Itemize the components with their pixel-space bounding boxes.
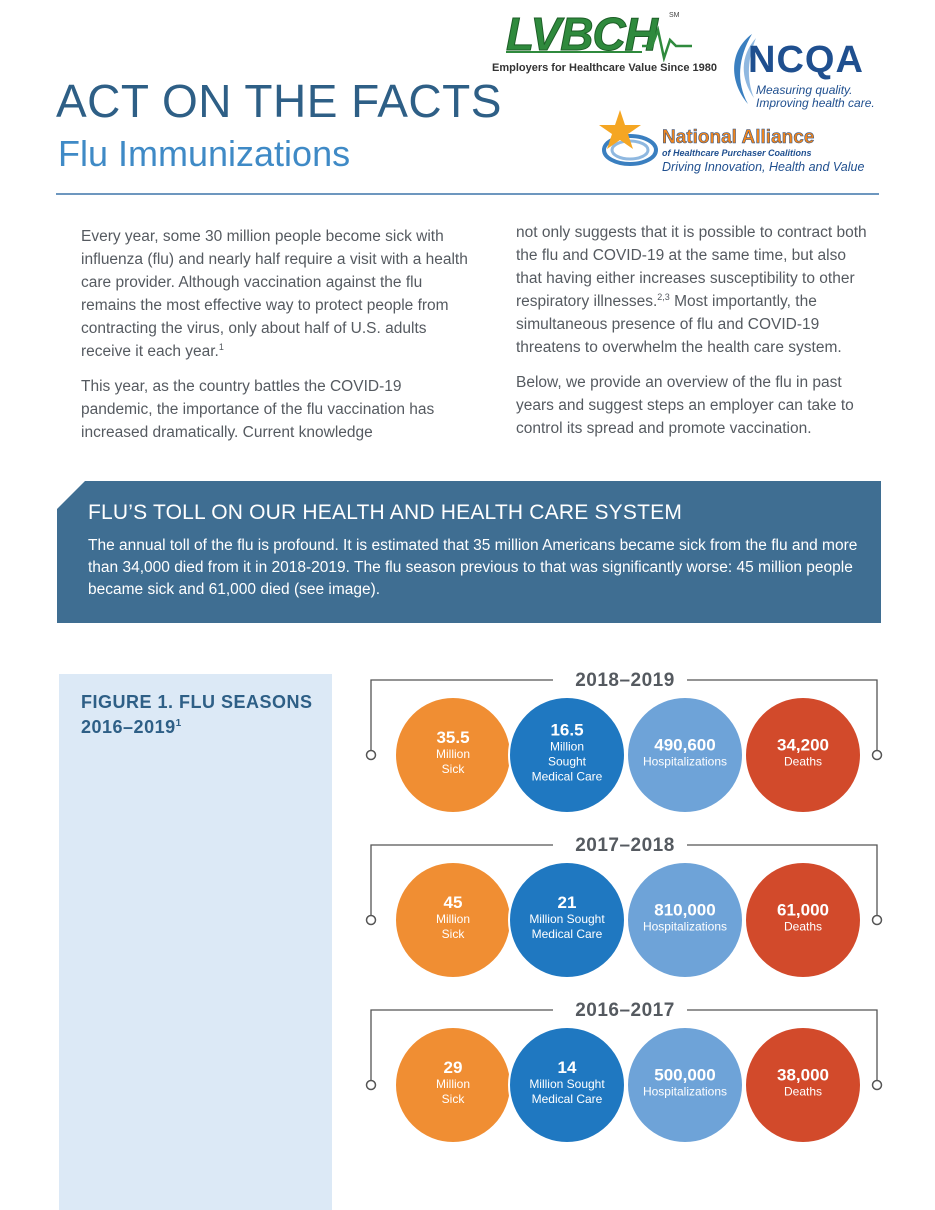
sick-label: Million <box>435 1077 471 1091</box>
care-label: Medical Care <box>531 1092 603 1106</box>
intro-paragraph-2: This year, as the country battles the COVID-19 pandemic, the importance of the flu vaccination has increased dramatically. Current knowledge <box>81 378 435 441</box>
star-icon <box>596 108 662 178</box>
sick-label: Sick <box>441 1092 465 1106</box>
deaths-label: Deaths <box>783 919 823 934</box>
footnote-ref: 1 <box>175 718 182 729</box>
national-alliance-logo <box>596 108 876 178</box>
flu-toll-banner <box>57 481 881 623</box>
bracket-end-dot <box>367 1081 376 1090</box>
care-label: Sought <box>547 754 587 769</box>
national-alliance-name: National Alliance <box>662 127 815 148</box>
flu-seasons-graphic <box>355 660 895 1180</box>
season-label: 2016–2017 <box>575 1000 675 1021</box>
care-value: 16.5 <box>550 720 584 740</box>
banner-body: The annual toll of the flu is profound. It is estimated that 35 million Americans became sick from the flu and more than 34,000 died from it in 2018-2019. The flu season previous to that was significantly worse: 45 million people became sick and 61,000 died (see image). <box>88 537 858 598</box>
season-label: 2018–2019 <box>575 670 675 691</box>
sick-label: Million <box>435 747 471 761</box>
hosp-label: Hospitalizations <box>642 919 728 934</box>
deaths-value: 34,200 <box>777 735 829 755</box>
national-alliance-tagline: Driving Innovation, Health and Value <box>662 160 865 174</box>
heartbeat-icon <box>492 6 704 62</box>
sick-value: 35.5 <box>436 728 470 747</box>
care-label: Million Sought <box>529 912 605 926</box>
care-label: Million Sought <box>529 1077 605 1091</box>
sick-label: Sick <box>441 927 465 941</box>
deaths-value: 38,000 <box>777 1065 829 1085</box>
bracket-end-dot <box>873 916 882 925</box>
intro-column-right <box>516 221 876 452</box>
sick-label: Million <box>435 912 471 926</box>
banner-corner-notch <box>57 481 85 509</box>
flu-seasons-infographic <box>355 660 895 1180</box>
hosp-value: 490,600 <box>654 735 716 755</box>
season-label: 2017–2018 <box>575 835 675 856</box>
ncqa-logo <box>722 28 874 110</box>
hosp-label: Hospitalizations <box>642 754 728 769</box>
bracket-end-dot <box>367 751 376 760</box>
season-row <box>367 835 882 978</box>
hosp-value: 810,000 <box>654 900 716 920</box>
season-row <box>367 670 882 813</box>
lvbch-logo <box>492 6 718 76</box>
lvbch-service-mark: SM <box>669 12 680 19</box>
bracket-end-dot <box>873 1081 882 1090</box>
deaths-label: Deaths <box>783 1084 823 1099</box>
national-alliance-subname: of Healthcare Purchaser Coalitions <box>662 148 812 158</box>
page-subtitle: Flu Immunizations <box>58 133 351 174</box>
care-label: Medical Care <box>531 769 603 784</box>
season-row <box>367 1000 882 1143</box>
care-label: Medical Care <box>531 927 603 941</box>
intro-column-left <box>81 225 471 456</box>
sick-label: Sick <box>441 762 465 776</box>
lvbch-logo-name: LVBCH <box>506 8 657 60</box>
page-title: ACT ON THE FACTS <box>56 75 502 127</box>
sick-value: 45 <box>443 893 463 912</box>
header-divider <box>56 193 879 195</box>
care-value: 14 <box>557 1058 577 1077</box>
hosp-value: 500,000 <box>654 1065 716 1085</box>
bracket-end-dot <box>873 751 882 760</box>
ncqa-tagline-2: Improving health care. <box>756 96 875 110</box>
deaths-label: Deaths <box>783 754 823 769</box>
intro-paragraph-1: Every year, some 30 million people become sick with influenza (flu) and nearly half require a visit with a health care provider. Although vaccination against the flu remains the most effective way to protect people from contracting the virus, only about half of U.S. adults receive it each year.$^1$ <box>81 228 468 360</box>
bracket-end-dot <box>367 916 376 925</box>
footnote-ref: 2,3 <box>657 291 670 302</box>
figure-title: FIGURE 1. FLU SEASONS 2016–2019$^1$ <box>81 692 313 737</box>
care-label: Million <box>549 739 585 754</box>
sick-value: 29 <box>443 1058 463 1077</box>
intro-paragraph-3: not only suggests that it is possible to contract both the flu and COVID-19 at the same time, but also that having either increases susceptibility to other respiratory illnesses.$^{2,3}$ Most importantly, the simultaneous presence of flu and COVID-19 threatens to overwhelm the health care system. <box>516 224 867 356</box>
lvbch-tagline: Employers for Healthcare Value Since 1980 <box>492 62 718 74</box>
ncqa-logo-name: NCQA <box>748 39 864 81</box>
figure-caption-panel <box>59 674 332 1210</box>
care-value: 21 <box>557 893 577 912</box>
intro-paragraph-4: Below, we provide an overview of the flu in past years and suggest steps an employer can take to control its spread and promote vaccination. <box>516 374 854 437</box>
banner-heading: FLU’S TOLL ON OUR HEALTH AND HEALTH CARE SYSTEM <box>88 501 683 524</box>
hosp-label: Hospitalizations <box>642 1084 728 1099</box>
ncqa-tagline-1: Measuring quality. <box>756 83 853 97</box>
deaths-value: 61,000 <box>777 900 829 920</box>
footnote-ref: 1 <box>218 341 224 352</box>
